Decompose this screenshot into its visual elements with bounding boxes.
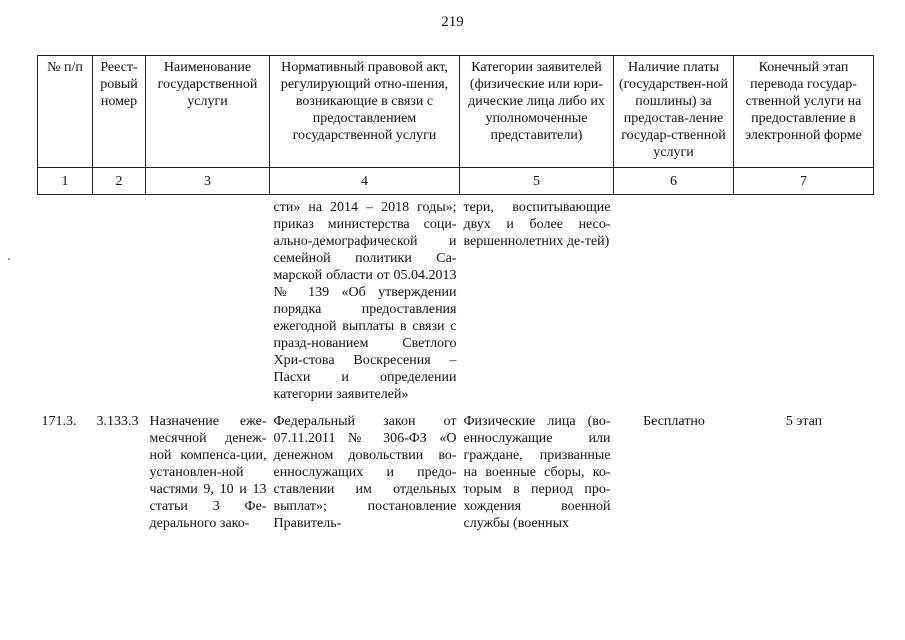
row-service-name <box>146 195 270 406</box>
header-applicants: Категории заявителей (физические или юри-дические лица либо их уполномоченные представители) <box>460 56 614 168</box>
header-fee: Наличие платы (государствен-ной пошлины) за предостав-ление государ-ственной услуги <box>614 56 734 168</box>
scan-speck <box>8 258 10 260</box>
row-applicants: тери, воспитывающие двух и более несо-вершеннолетних де-тей) <box>463 200 611 249</box>
row-number: 171.3. <box>41 414 77 429</box>
column-number: 4 <box>270 168 460 195</box>
column-number: 3 <box>146 168 270 195</box>
row-registry <box>93 195 146 406</box>
column-number: 5 <box>460 168 614 195</box>
column-number: 6 <box>614 168 734 195</box>
header-registry: Реест-ровый номер <box>93 56 146 168</box>
row-number <box>38 195 93 406</box>
table-row <box>38 405 874 534</box>
row-fee <box>614 195 734 406</box>
row-applicants: Физические лица (во-еннослужащие или граждане, призванные на военные сборы, ко-торым в период про-хождения военной службы (военных <box>463 414 611 531</box>
header-row <box>38 56 874 168</box>
row-legal-act: Федеральный закон от 07.11.2011 № 306-ФЗ «О денежном довольствии во-еннослужащих и предо-ставлении им отдельных выплат»; постановление Правитель- <box>273 414 457 531</box>
column-number: 7 <box>734 168 874 195</box>
row-fee: Бесплатно <box>643 414 705 429</box>
header-number: № п/п <box>38 56 93 168</box>
row-final-stage: 5 этап <box>785 414 823 429</box>
row-service-name: Назначение еже-месячной денеж-ной компенса-ции, установлен-ной частями 9, 10 и 13 статьи 3 Фе-дерального зако- <box>149 414 267 531</box>
column-numbers-row <box>38 168 874 195</box>
row-final-stage <box>734 195 874 406</box>
table-row <box>38 195 874 406</box>
column-number: 2 <box>93 168 146 195</box>
row-legal-act: сти» на 2014 – 2018 годы»; приказ министерства соци-ально-демографической и семейной политики Са-марской области от 05.04.2013 № 139 «Об утверждении порядка предоставления ежегодной выплаты в связи с празд-нованием Светлого Хри-стова Воскресения – Пасхи и определении категории заявителей» <box>273 200 457 402</box>
services-table <box>37 55 874 534</box>
header-legal-act: Нормативный правовой акт, регулирующий отно-шения, возникающие в связи с предоставлением государственной услуги <box>270 56 460 168</box>
row-registry: 3.133.3 <box>96 414 139 429</box>
header-service-name: Наименование государственной услуги <box>146 56 270 168</box>
column-number: 1 <box>38 168 93 195</box>
page-number: 219 <box>441 14 464 30</box>
header-final-stage: Конечный этап перевода государ-ственной услуги на предоставление в электронной форме <box>734 56 874 168</box>
